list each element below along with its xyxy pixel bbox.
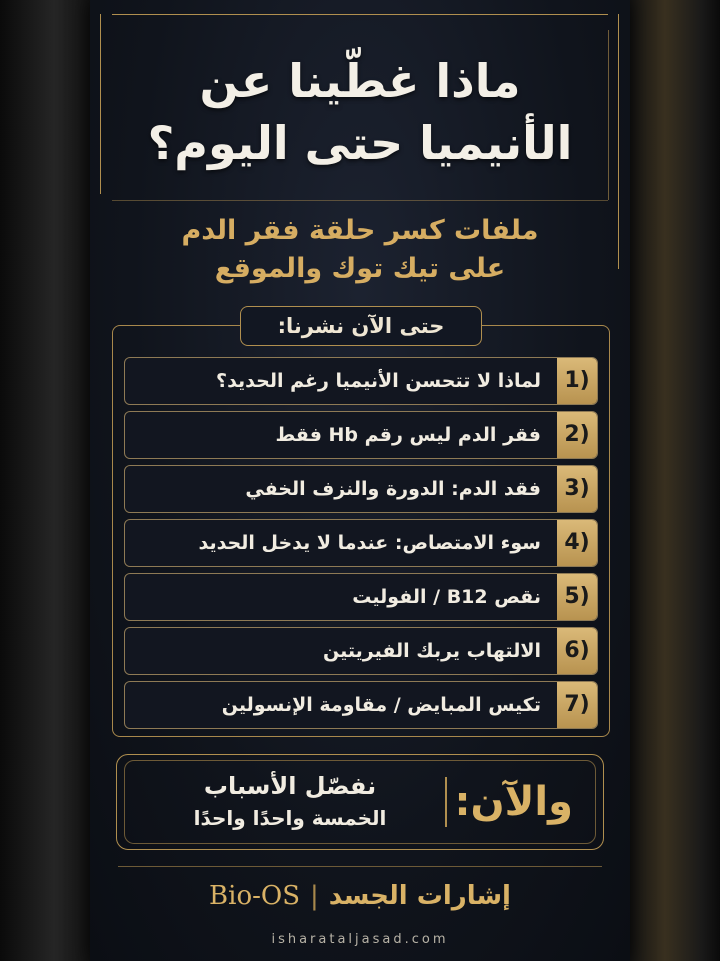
subtitle-line-2: على تيك توك والموقع — [214, 253, 506, 284]
brand-arabic: إشارات الجسد — [328, 881, 511, 911]
item-number-badge: (2 — [557, 412, 597, 458]
item-text: سوء الامتصاص: عندما لا يدخل الحديد — [198, 532, 541, 554]
list-item — [124, 519, 598, 567]
frame-line-top — [112, 14, 608, 15]
item-number-badge: (1 — [557, 358, 597, 404]
brand-separator: | — [310, 881, 319, 911]
blurred-background-right — [628, 0, 720, 961]
item-text: فقر الدم ليس رقم Hb فقط — [275, 424, 541, 446]
blurred-background-left — [0, 0, 90, 961]
title-line-2: الأنيميا حتى اليوم؟ — [147, 116, 573, 170]
list-item — [124, 465, 598, 513]
item-text: الالتهاب يربك الفيريتين — [323, 640, 541, 662]
list-item — [124, 681, 598, 729]
list-item — [124, 357, 598, 405]
item-number-badge: (7 — [557, 682, 597, 728]
item-text: فقد الدم: الدورة والنزف الخفي — [245, 478, 541, 500]
frame-line-right-inner — [608, 30, 609, 200]
frame-line-left — [100, 14, 101, 194]
subtitle — [120, 212, 600, 288]
now-callout-text — [155, 769, 425, 833]
now-callout — [124, 760, 596, 844]
topics-list-label: حتى الآن نشرنا: — [240, 306, 482, 346]
brand-english: Bio-OS — [209, 881, 301, 911]
brand-lockup — [90, 878, 630, 914]
website-url: isharataljasad.com — [271, 932, 449, 947]
item-text: لماذا لا تتحسن الأنيميا رغم الحديد؟ — [216, 370, 541, 392]
now-callout-line-1: نفصّل الأسباب — [203, 772, 377, 800]
list-item — [124, 411, 598, 459]
item-number-badge: (4 — [557, 520, 597, 566]
list-item — [124, 627, 598, 675]
item-text: نقص B12 / الفوليت — [352, 586, 541, 608]
now-callout-heading: والآن: — [454, 779, 573, 825]
subtitle-line-1: ملفات كسر حلقة فقر الدم — [181, 215, 539, 246]
footer-divider — [118, 866, 602, 867]
now-callout-divider — [445, 777, 447, 827]
item-number-badge: (6 — [557, 628, 597, 674]
now-callout-line-2: الخمسة واحدًا واحدًا — [193, 806, 387, 830]
poster-card — [90, 0, 630, 961]
item-number-badge: (5 — [557, 574, 597, 620]
list-item — [124, 573, 598, 621]
item-text: تكيس المبايض / مقاومة الإنسولين — [221, 694, 541, 716]
page-title — [120, 50, 600, 174]
frame-line-right — [618, 14, 619, 269]
title-line-1: ماذا غطّينا عن — [199, 54, 521, 108]
frame-line-mid — [112, 200, 608, 201]
item-number-badge: (3 — [557, 466, 597, 512]
